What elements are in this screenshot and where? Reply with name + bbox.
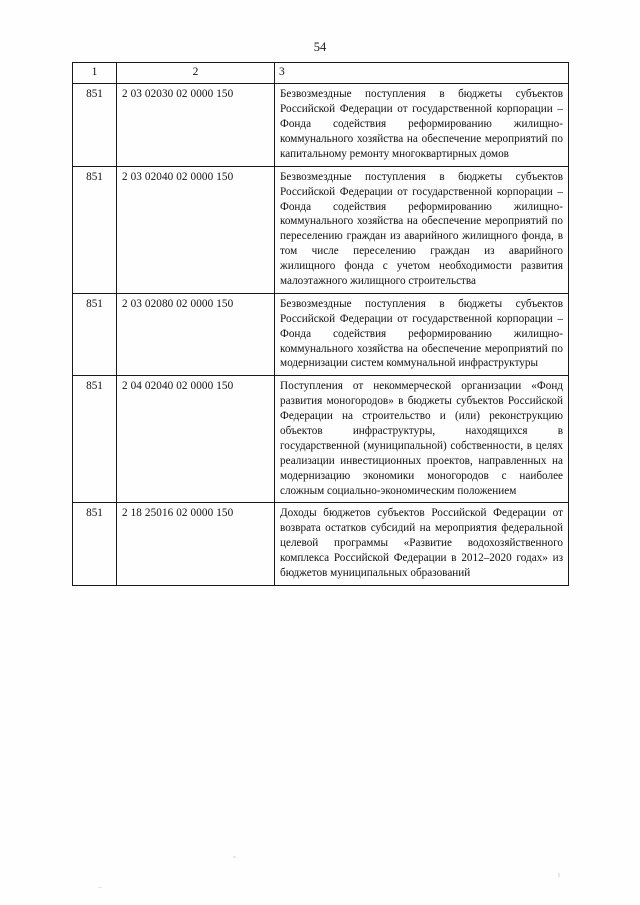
cell-admin: 851 [73, 503, 117, 585]
cell-description: Безвозмездные поступления в бюджеты субъектов Российской Федерации от государственной корпорации – Фонда содействия реформированию жилищно-коммунального хозяйства на обеспечение мероприятий по модернизации систем коммунальной инфраструктуры [275, 293, 569, 375]
table-row [73, 293, 569, 375]
cell-description: Поступления от некоммерческой организации «Фонд развития моногородов» в бюджеты субъектов Российской Федерации на строительство и (или) реконструкцию объектов инфраструктуры, находящихся в государственной (муниципальной) собственности, в целях реализации инвестиционных проектов, направленных на модернизацию экономики моногородов с наиболее сложным социально-экономическим положением [275, 376, 569, 503]
scan-speck [558, 873, 560, 877]
table-row [73, 376, 569, 503]
table-header-row [73, 63, 569, 84]
cell-description: Безвозмездные поступления в бюджеты субъектов Российской Федерации от государственной корпорации – Фонда содействия реформированию жилищно-коммунального хозяйства на обеспечение мероприятий по переселению граждан из аварийного жилищного фонда, в том числе переселению граждан из аварийного жилищного фонда с учетом необходимости развития малоэтажного жилищного строительства [275, 166, 569, 293]
table-row [73, 84, 569, 166]
cell-code: 2 18 25016 02 0000 150 [117, 503, 275, 585]
cell-code: 2 03 02030 02 0000 150 [117, 84, 275, 166]
column-header-3: 3 [275, 63, 569, 84]
table-row [73, 166, 569, 293]
cell-admin: 851 [73, 293, 117, 375]
cell-description: Безвозмездные поступления в бюджеты субъектов Российской Федерации от государственной корпорации – Фонда содействия реформированию жилищно-коммунального хозяйства на обеспечение мероприятий по капитальному ремонту многоквартирных домов [275, 84, 569, 166]
column-header-1: 1 [73, 63, 117, 84]
scan-speck [233, 856, 236, 858]
cell-code: 2 03 02080 02 0000 150 [117, 293, 275, 375]
cell-admin: 851 [73, 376, 117, 503]
column-header-2: 2 [117, 63, 275, 84]
budget-codes-table [72, 62, 569, 586]
cell-description: Доходы бюджетов субъектов Российской Федерации от возврата остатков субсидий на мероприятия федеральной целевой программы «Развитие водохозяйственного комплекса Российской Федерации в 2012–2020 годах» из бюджетов муниципальных образований [275, 503, 569, 585]
cell-code: 2 03 02040 02 0000 150 [117, 166, 275, 293]
page-number: 54 [313, 40, 327, 54]
cell-code: 2 04 02040 02 0000 150 [117, 376, 275, 503]
cell-admin: 851 [73, 84, 117, 166]
cell-admin: 851 [73, 166, 117, 293]
table-row [73, 503, 569, 585]
scan-speck [98, 887, 102, 888]
